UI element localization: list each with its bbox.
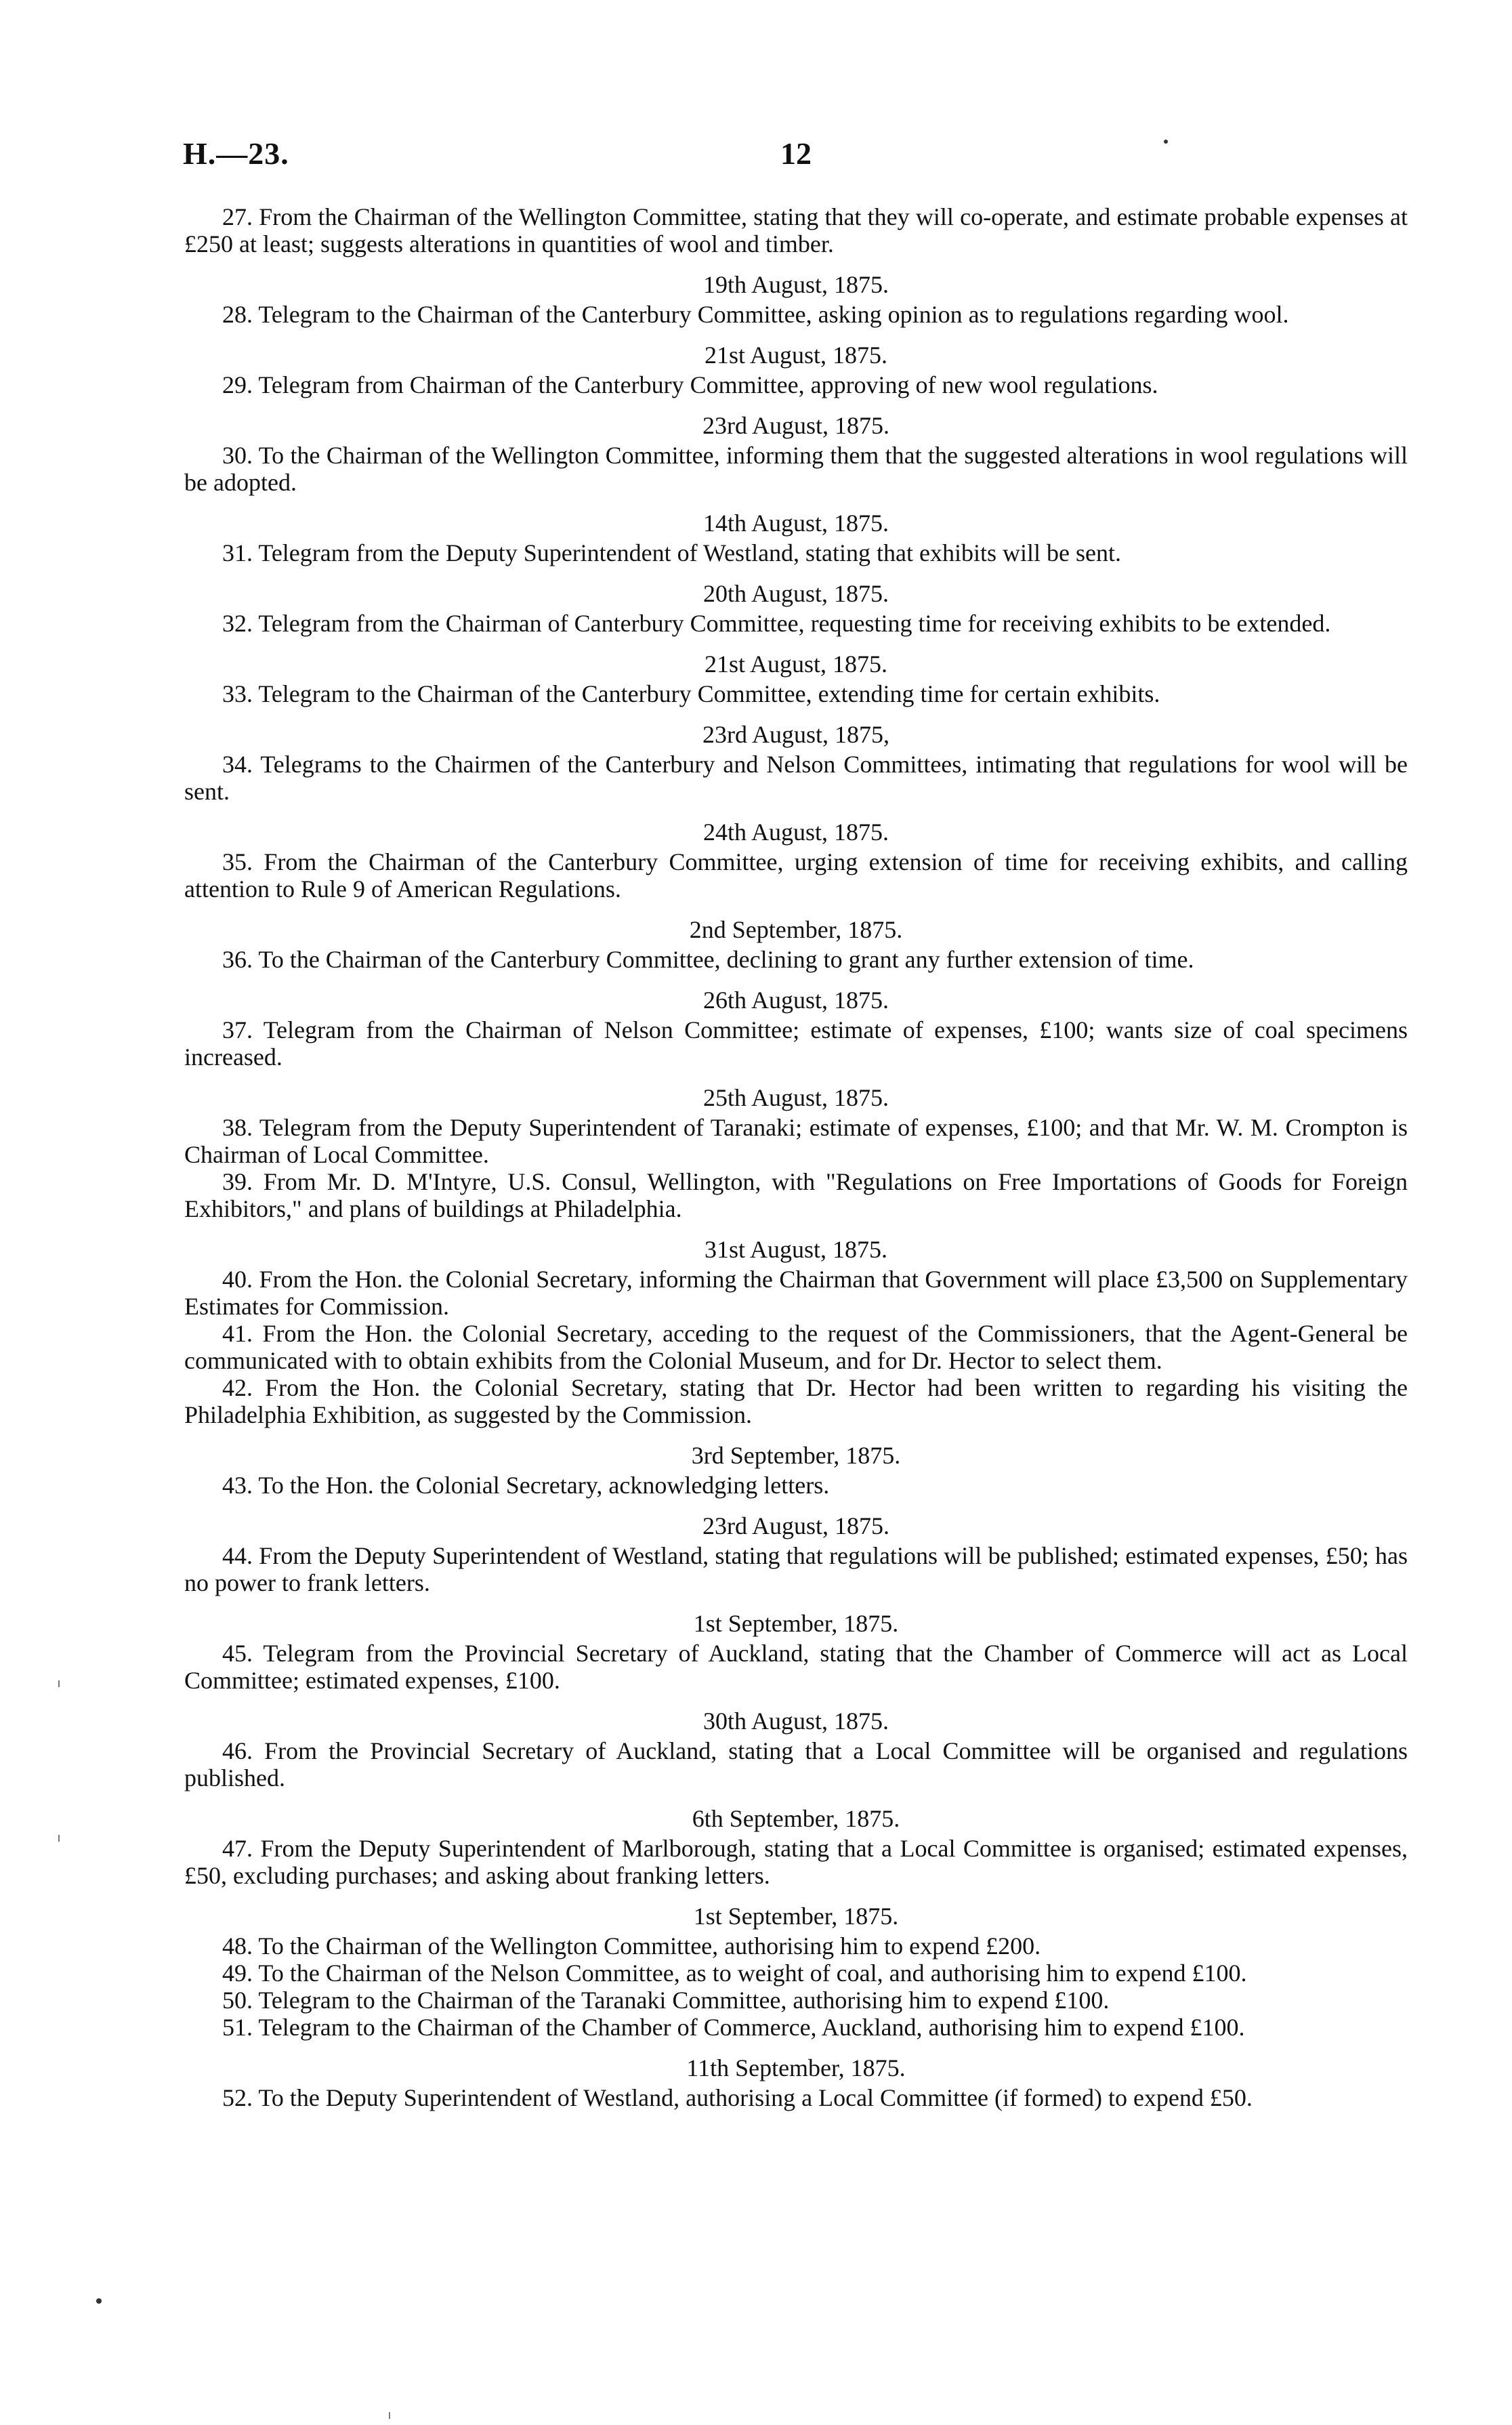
- correspondence-entry: 32. Telegram from the Chairman of Canterbury Committee, requesting time for receiving exhibits to be extended.: [222, 610, 1331, 637]
- correspondence-entry: 28. Telegram to the Chairman of the Canterbury Committee, asking opinion as to regulations regarding wool.: [222, 301, 1289, 328]
- date-heading: 25th August, 1875.: [702, 1084, 889, 1111]
- correspondence-entry: 39. From Mr. D. M'Intyre, U.S. Consul, Wellington, with "Regulations on Free Importations of Goods for Foreign Exhibitors," and plans of buildings at Philadelphia.: [184, 1168, 1408, 1222]
- margin-mark: [58, 1835, 60, 1842]
- date-heading: 26th August, 1875.: [702, 987, 889, 1014]
- correspondence-entry: 45. Telegram from the Provincial Secretary of Auckland, stating that the Chamber of Commerce will act as Local Committee; estimated expenses, £100.: [184, 1640, 1408, 1694]
- correspondence-entry: 51. Telegram to the Chairman of the Chamber of Commerce, Auckland, authorising him to expend £100.: [222, 2014, 1245, 2041]
- correspondence-entry: 42. From the Hon. the Colonial Secretary, stating that Dr. Hector had been written to regarding his visiting the Philadelphia Exhibition, as suggested by the Commission.: [184, 1374, 1408, 1428]
- date-heading: 31st August, 1875.: [704, 1236, 888, 1263]
- correspondence-entry: 36. To the Chairman of the Canterbury Committee, declining to grant any further extension of time.: [222, 946, 1194, 973]
- correspondence-entry: 27. From the Chairman of the Wellington Committee, stating that they will co-operate, and estimate probable expenses at £250 at least; suggests alterations in quantities of wool and timber.: [184, 203, 1408, 257]
- correspondence-entry: 31. Telegram from the Deputy Superintendent of Westland, stating that exhibits will be sent.: [222, 539, 1121, 566]
- document-reference: H.—23.: [183, 136, 289, 171]
- correspondence-entry: 38. Telegram from the Deputy Superintendent of Taranaki; estimate of expenses, £100; and that Mr. W. M. Crompton is Chairman of Local Committee.: [184, 1114, 1408, 1168]
- date-heading: 20th August, 1875.: [702, 580, 889, 607]
- correspondence-entry: 30. To the Chairman of the Wellington Committee, informing them that the suggested alterations in wool regulations will be adopted.: [184, 442, 1408, 496]
- document-body: [184, 203, 1408, 2111]
- correspondence-entry: 34. Telegrams to the Chairmen of the Canterbury and Nelson Committees, intimating that regulations for wool will be sent.: [184, 751, 1408, 805]
- correspondence-entry: 41. From the Hon. the Colonial Secretary, acceding to the request of the Commissioners, that the Agent-General be communicated with to obtain exhibits from the Colonial Museum, and for Dr. Hector to select them.: [184, 1320, 1408, 1374]
- correspondence-entry: 35. From the Chairman of the Canterbury Committee, urging extension of time for receiving exhibits, and calling attention to Rule 9 of American Regulations.: [184, 848, 1408, 903]
- date-heading: 1st September, 1875.: [693, 1903, 899, 1930]
- date-heading: 6th September, 1875.: [692, 1805, 900, 1832]
- margin-dot: [1164, 140, 1168, 144]
- margin-mark: [58, 1680, 60, 1687]
- margin-dot: [96, 2298, 102, 2304]
- date-heading: 24th August, 1875.: [702, 818, 889, 846]
- correspondence-entry: 44. From the Deputy Superintendent of Westland, stating that regulations will be published; estimated expenses, £50; has no power to frank letters.: [184, 1542, 1408, 1596]
- correspondence-entry: 52. To the Deputy Superintendent of Westland, authorising a Local Committee (if formed) to expend £50.: [222, 2084, 1253, 2111]
- date-heading: 23rd August, 1875.: [702, 1512, 889, 1539]
- correspondence-entry: 40. From the Hon. the Colonial Secretary, informing the Chairman that Government will place £3,500 on Supplementary Estimates for Commission.: [184, 1266, 1408, 1320]
- date-heading: 19th August, 1875.: [702, 271, 889, 298]
- correspondence-entry: 50. Telegram to the Chairman of the Taranaki Committee, authorising him to expend £100.: [222, 1987, 1110, 2014]
- margin-mark: [389, 2412, 390, 2419]
- date-heading: 14th August, 1875.: [702, 510, 889, 537]
- date-heading: 21st August, 1875.: [704, 341, 888, 369]
- correspondence-entry: 33. Telegram to the Chairman of the Canterbury Committee, extending time for certain exhibits.: [222, 680, 1160, 707]
- date-heading: 1st September, 1875.: [693, 1610, 899, 1637]
- correspondence-entry: 49. To the Chairman of the Nelson Committee, as to weight of coal, and authorising him to expend £100.: [222, 1960, 1247, 1987]
- running-header: [183, 136, 1409, 176]
- date-heading: 11th September, 1875.: [686, 2054, 906, 2081]
- date-heading: 23rd August, 1875,: [702, 721, 889, 748]
- correspondence-entry: 48. To the Chairman of the Wellington Committee, authorising him to expend £200.: [222, 1932, 1041, 1960]
- date-heading: 3rd September, 1875.: [691, 1442, 901, 1469]
- date-heading: 23rd August, 1875.: [702, 412, 889, 439]
- correspondence-entry: 46. From the Provincial Secretary of Auckland, stating that a Local Committee will be organised and regulations published.: [184, 1737, 1408, 1791]
- date-heading: 21st August, 1875.: [704, 650, 888, 678]
- date-heading: 2nd September, 1875.: [689, 916, 903, 943]
- date-heading: 30th August, 1875.: [702, 1707, 889, 1735]
- correspondence-entry: 37. Telegram from the Chairman of Nelson Committee; estimate of expenses, £100; wants size of coal specimens increased.: [184, 1016, 1408, 1071]
- correspondence-entry: 29. Telegram from Chairman of the Canterbury Committee, approving of new wool regulations.: [222, 371, 1158, 398]
- page-number: 12: [780, 136, 812, 171]
- correspondence-entry: 43. To the Hon. the Colonial Secretary, acknowledging letters.: [222, 1472, 830, 1499]
- correspondence-entry: 47. From the Deputy Superintendent of Marlborough, stating that a Local Committee is organised; estimated expenses, £50, excluding purchases; and asking about franking letters.: [184, 1835, 1408, 1889]
